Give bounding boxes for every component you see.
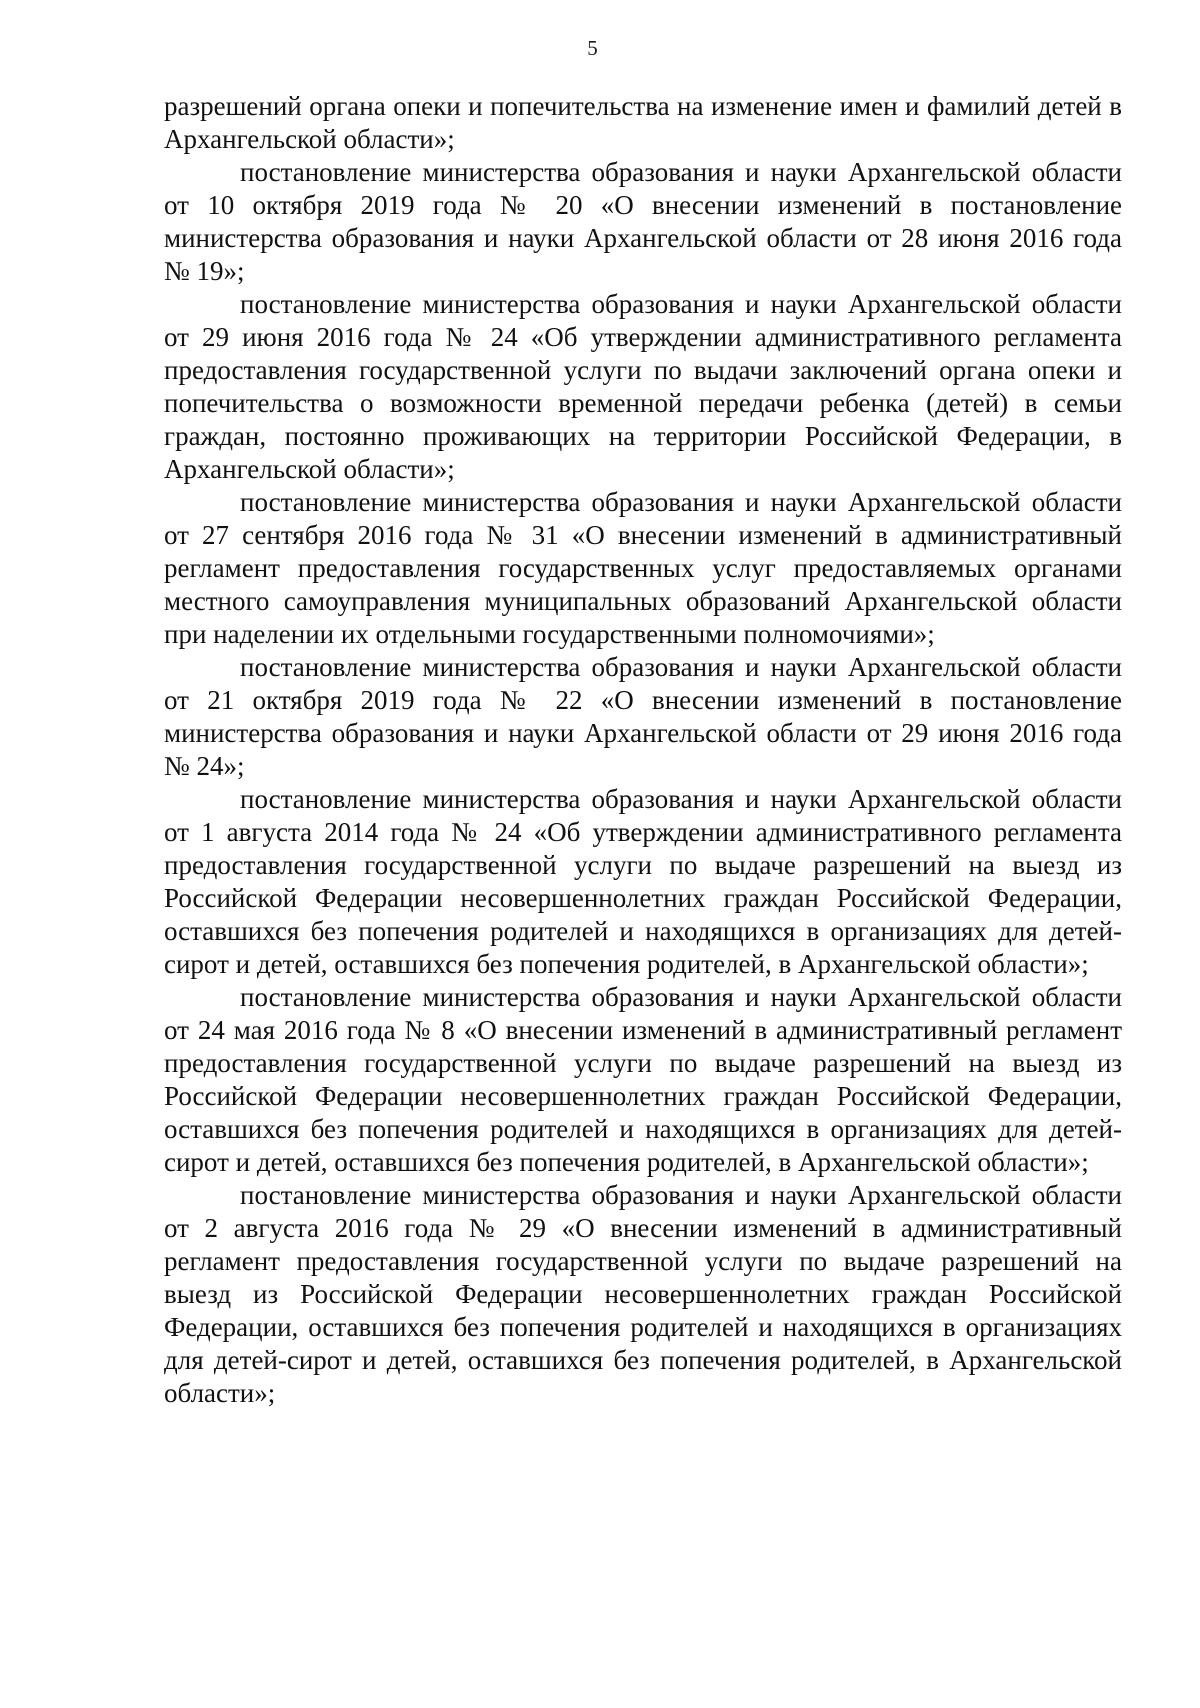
paragraph-resolution-2016-31: постановление министерства образования и науки Архангельской области от 27 сентября 2016 года № 31 «О внесении изменений в административный регламент предоставления государственных услуг предоставляемых органами местного самоуправления муниципальных образований Архангельской области при наделении их отдельными государственными полномочиями»; bbox=[164, 487, 1122, 649]
page-number: 5 bbox=[587, 36, 598, 60]
paragraph-resolution-2016-8: постановление министерства образования и науки Архангельской области от 24 мая 2016 года № 8 «О внесении изменений в административный регламент предоставления государственной услуги по выдаче разрешений на выезд из Российской Федерации несовершеннолетних граждан Российской Федерации, оставшихся без попечения родителей и находящихся в организациях для детей-сирот и детей, оставшихся без попечения родителей, в Архангельской области»; bbox=[164, 982, 1122, 1177]
paragraph-resolution-2014-24: постановление министерства образования и науки Архангельской области от 1 августа 2014 года № 24 «Об утверждении административного регламента предоставления государственной услуги по выдаче разрешений на выезд из Российской Федерации несовершеннолетних граждан Российской Федерации, оставшихся без попечения родителей и находящихся в организациях для детей-сирот и детей, оставшихся без попечения родителей, в Архангельской области»; bbox=[164, 784, 1122, 979]
paragraph-resolution-2016-29: постановление министерства образования и науки Архангельской области от 2 августа 2016 года № 29 «О внесении изменений в административный регламент предоставления государственной услуги по выдаче разрешений на выезд из Российской Федерации несовершеннолетних граждан Российской Федерации, оставшихся без попечения родителей и находящихся в организациях для детей-сирот и детей, оставшихся без попечения родителей, в Архангельской области»; bbox=[164, 1180, 1122, 1408]
paragraph-resolution-2016-24: постановление министерства образования и науки Архангельской области от 29 июня 2016 года № 24 «Об утверждении административного регламента предоставления государственной услуги по выдачи заключений органа опеки и попечительства о возможности временной передачи ребенка (детей) в семьи граждан, постоянно проживающих на территории Российской Федерации, в Архангельской области»; bbox=[164, 289, 1122, 484]
paragraph-resolution-2019-22: постановление министерства образования и науки Архангельской области от 21 октября 2019 года № 22 «О внесении изменений в постановление министерства образования и науки Архангельской области от 29 июня 2016 года № 24»; bbox=[164, 652, 1122, 781]
paragraph-continuation: разрешений органа опеки и попечительства на изменение имен и фамилий детей в Архангельской области»; bbox=[164, 91, 1122, 154]
document-body bbox=[164, 90, 1122, 1410]
paragraph-resolution-2019-20: постановление министерства образования и науки Архангельской области от 10 октября 2019 года № 20 «О внесении изменений в постановление министерства образования и науки Архангельской области от 28 июня 2016 года № 19»; bbox=[164, 157, 1122, 286]
